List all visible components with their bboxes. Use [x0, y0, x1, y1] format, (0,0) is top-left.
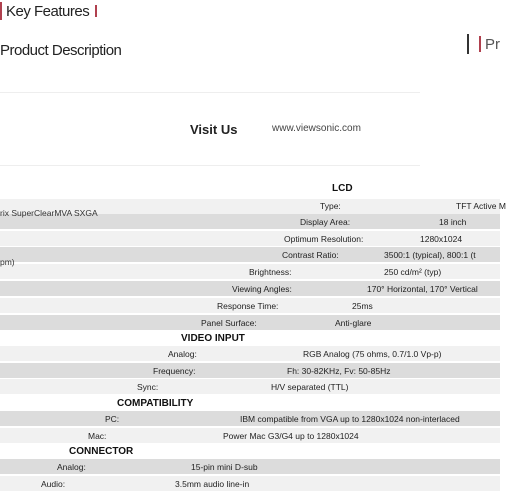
tab-product-description[interactable] — [0, 42, 121, 59]
spec-value: 250 cd/m² (typ) — [384, 267, 442, 277]
spec-label: Panel Surface: — [201, 318, 257, 328]
spec-label: Sync: — [137, 382, 159, 392]
spec-label: Type: — [320, 201, 341, 211]
section-title-connector: CONNECTOR — [69, 446, 134, 457]
spec-value: 3500:1 (typical), 800:1 (t — [384, 250, 476, 260]
spec-value: 25ms — [352, 301, 373, 311]
spec-label: Contrast Ratio: — [282, 250, 339, 260]
tab-corner[interactable] — [467, 34, 500, 54]
panel-type-text: rix SuperClearMVA SXGA — [0, 208, 98, 218]
spec-row-band — [0, 476, 500, 491]
spec-row-band — [0, 379, 500, 394]
spec-value: Fh: 30-82KHz, Fv: 50-85Hz — [287, 366, 391, 376]
visit-us-heading: Visit Us — [190, 122, 238, 137]
spec-label: Analog: — [168, 349, 197, 359]
tab-key-features[interactable] — [0, 0, 97, 22]
section-title-lcd: LCD — [332, 183, 353, 194]
spec-value: RGB Analog (75 ohms, 0.7/1.0 Vp-p) — [303, 349, 442, 359]
divider — [0, 92, 420, 93]
tab-divider — [95, 5, 97, 17]
website-link[interactable]: www.viewsonic.com — [272, 123, 361, 134]
spec-label: Brightness: — [249, 267, 292, 277]
note-text: pm) — [0, 257, 15, 267]
spec-value: H/V separated (TTL) — [271, 382, 349, 392]
spec-label: Viewing Angles: — [232, 284, 292, 294]
spec-label: Optimum Resolution: — [284, 234, 364, 244]
tab-product-description-label: Product Description — [0, 42, 122, 59]
spec-value: Power Mac G3/G4 up to 1280x1024 — [223, 431, 359, 441]
spec-label: Analog: — [57, 462, 86, 472]
section-title-video-input: VIDEO INPUT — [181, 333, 245, 344]
spec-value: 3.5mm audio line-in — [175, 479, 250, 489]
spec-row-band — [0, 363, 500, 378]
divider — [467, 34, 469, 54]
section-title-compatibility: COMPATIBILITY — [117, 398, 194, 409]
spec-label: PC: — [105, 414, 120, 424]
spec-value: 18 inch — [439, 217, 467, 227]
spec-value: Anti-glare — [335, 318, 372, 328]
tab-marker — [0, 2, 2, 20]
divider — [0, 165, 420, 166]
spec-label: Frequency: — [153, 366, 196, 376]
spec-label: Display Area: — [300, 217, 351, 227]
spec-label: Audio: — [41, 479, 66, 489]
spec-value: TFT Active M — [456, 201, 506, 211]
tab-key-features-label: Key Features — [6, 2, 90, 20]
spec-value: 1280x1024 — [420, 234, 463, 244]
tab-corner-label: Pr — [485, 35, 500, 53]
tab-marker — [479, 36, 481, 52]
spec-value: IBM compatible from VGA up to 1280x1024 non-interlaced — [240, 414, 460, 424]
spec-label: Mac: — [88, 431, 107, 441]
spec-value: 15-pin mini D-sub — [191, 462, 258, 472]
spec-label: Response Time: — [217, 301, 279, 311]
spec-value: 170° Horizontal, 170° Vertical — [367, 284, 478, 294]
